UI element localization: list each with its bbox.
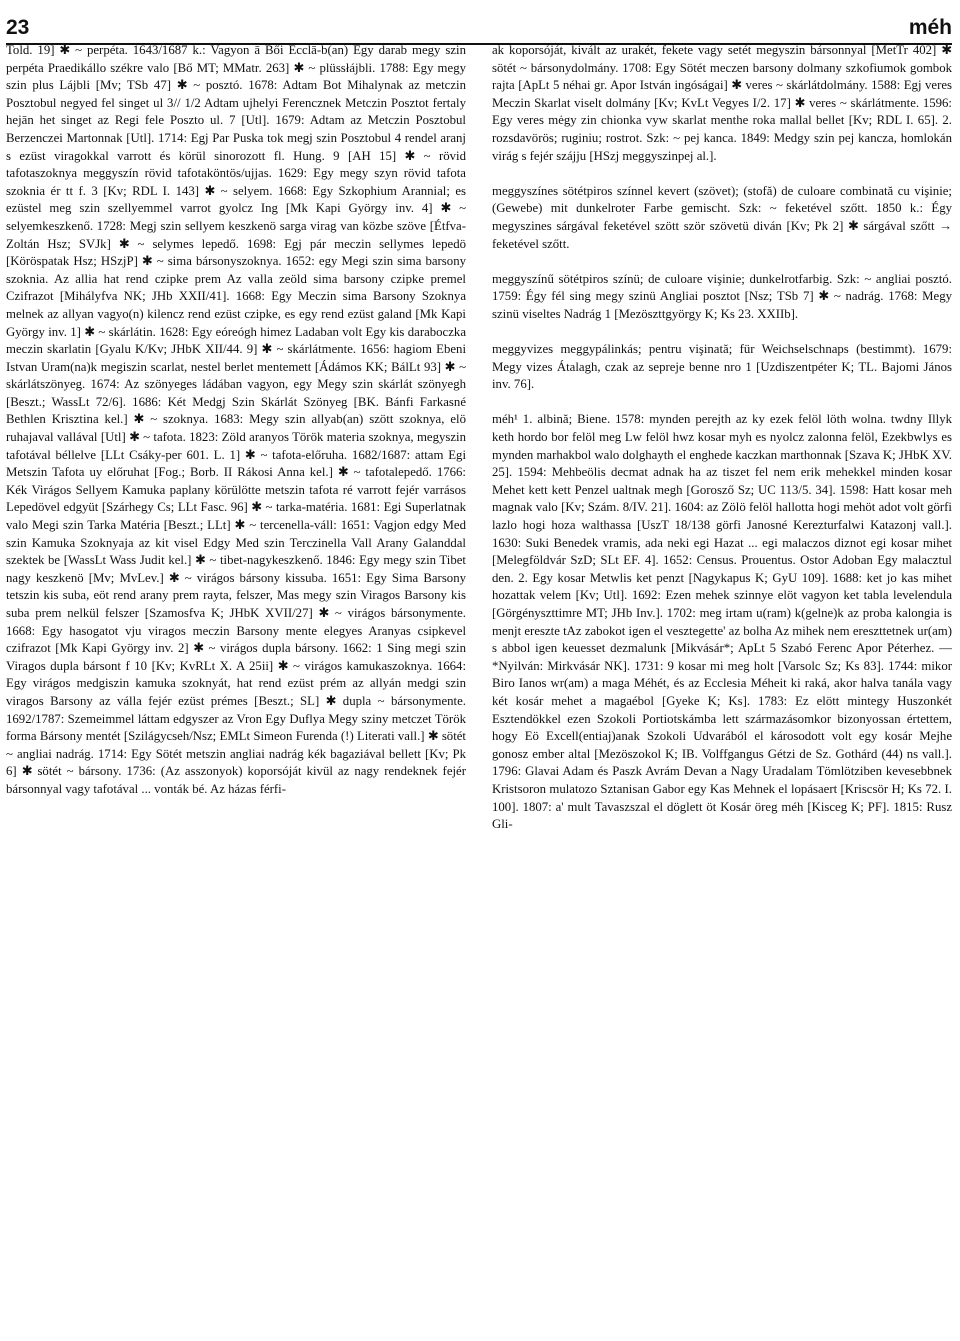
- left-column: [6, 42, 466, 1337]
- running-head-word: méh: [908, 16, 952, 39]
- entry-meggyszines: meggyszínes sötétpiros színnel kevert (szövet); (stofă) de culoare combinată cu vişinie; (Gewebe) mit dunkelroter Farbe gemischt. Szk: ~ feketével szőtt. 1850 k.: Égy megyszines sárgával feketével szött ször szövetü diván [Kv; Pk 2] ✱ sárgával szőtt → feketével szőtt.: [492, 183, 952, 251]
- entry-meggyszinu: meggyszínű sötétpiros színü; de culoare vişinie; dunkelrotfarbig. Szk: ~ angliai posztó. 1759: Égy fél sing megy szinü Angliai posztot [Nsz; TSb 7] ✱ ~ nadrág. 1768: Megy szinü viseltes Nadrág 1 [Mezöszttgyörgy K; Ks 23. XXIIb].: [492, 271, 952, 321]
- entry-paragraph: Told. 19] ✱ ~ perpéta. 1643/1687 k.: Vagyon ā Bői Ecclā-b(an) Egy darab megy szin perpéta Praedikállo székre valo [Bő MT; MMatr. 263] ✱ ~ plüssłájbli. 1788: Egy megy szin plus Lájbli [Mv; TSb 47] ✱ ~ posztó. 1678: Adtam Bot Mihalynak az metczin Posztobul negyed fel singet ul 3// 1/2 Adtam ujhelyi Ferencznek Metczin Posztot fertaly hejān het singet az Regi fele Poszto ul. 7 [Utl]. 1679: Adtam az Metczin Posztobul Berzenczei Martonnak [Utl]. 1714: Egj Par Puska tok megj szin Posztobul 4 rendel aranj s ezüst viragokkal varrott és körül sinorozott fl. Hung. 9 [AH 15] ✱ ~ rövid tafotaszoknya meggyszín rövid tafotaköntös/ujjas. 1629: Egy megy szyn rövid tafota szoknia ér tt f. 3 [Kv; RDL I. 143] ✱ ~ selyem. 1668: Egy Szkophium Arannial; es ezüstel meg szin szellyemmel varrot gyolcz Ing [Mk Kapi György inv. 4] ✱ ~ selyemkeszkenő. 1728: Megj szin sellyem keszkenö sarga virag van közbe szöve [Étfva-Zoltán Hsz; SVJk] ✱ ~ selymes lepedő. 1698: Egj pár meczin sellymes lepedö [Köröspatak Hsz; HSzjP] ✱ ~ sima bársonyszoknya. 1652: egy Megi szin sima barsony szoknia. Az allia hat rend czipke prem Az valla zeöld sima barsony czipke premel Czifrazot [Mihályfva NK; JHb XXII/41]. 1668: Egy Meczin sima Barsony Szoknya melnek az allyan vagyo(n) kilencz rend ezüst czipke, es egy rend ezüst galand [Mk Kapi György inv. 1] ✱ ~ skárlátin. 1628: Egy eóreógh himez Ladaban volt Egy kis daraboczka meczin skarlatin [Gyalu K/Kv; JHbK XII/44. 9] ✱ ~ skárlátmente. 1656: hagiom Ebeni Istvan Uram(na)k megiszin scarlat, nestel berlet mentemett [Ádámos KK; BálLt 93] ✱ ~ skárlátszönyeg. 1674: Az szönyeges ládában vagyon, egy Megy szin skárlát szönyegh [Beszt.; WassLt 72/6]. 1686: Két Medgj Szin Skárlát Szönyeg [BK. Bánfi Farkasné Bethlen Krisztina kel.] ✱ ~ szoknya. 1683: Megy szin allyab(an) szött szoknya, elö ruhajaval vallával [Utl] ✱ ~ tafota. 1823: Zöld aranyos Török materia szoknya, megyszin tafotával béllelve [LLt Csáky-per 601. L. 1] ✱ ~ tafota-előruha. 1682/1687: attam Egi Metszin Tafota uy előruhat [Fog.; Borb. II Rákosi Anna kel.] ✱ ~ tafotalepedő. 1766: Kék Virágos Sellyem Kamuka paplany körülötte metszin tafota ré varrott fejér varrásos Lepedövel edgyüt [Szárhegy Cs; LLt Fasc. 96] ✱ ~ tarka-matéria. 1681: Egi Superlatnak valo Megi szin Tarka Matéria [Beszt.; LLt] ✱ ~ tercenella-váll: 1651: Vagjon edgy Med szin Kamuka Szoknyaja az kit visel Edgy Med szin Terczinella Vall Arany Galanddal szektek be [WassLt Wass Judit kel.] ✱ ~ tibet-nagykeszkenő. 1846: Egy megy szin Tibet nagy keszkenö [Mv; MvLev.] ✱ ~ virágos bársony kissuba. 1651: Egy Sima Barsony tetszin kis suba, eöt rend arany prem rayta, felszer, Mas megy szin Viragos Barsony kis suba prem nelkül felszer [Szamosfva K; JHbK XVII/27] ✱ ~ virágos bársonymente. 1668: Egy hasogatot vju viragos meczin Barsony mente elegyes Aranyas csipkevel czifrazot [Mk Kapi György inv. 2] ✱ ~ virágos dupla bársony. 1662: 1 Sing megi szin Viragos dupla bársont f 10 [Kv; KvRLt X. A 25ii] ✱ ~ virágos kamukaszoknya. 1664: Egy virágos medgiszin kamuka szoknyát, hat rend ezüst prém az allyán medgi szin viragos Barsony az válla fejér ezüst prémes [Beszt.; SL] ✱ dupla ~ bársonymente. 1692/1787: Szemeimmel láttam edgyszer az Vron Egy Duflya Megy sziny metczet Török forma Bársony mentét [Szilágycseh/Nsz; EMLt Simeon Furenda (!) Literati vall.] ✱ sötét ~ angliai nadrág. 1714: Egy Sötét metszin angliai nadrág kék bagaziával bellett [Kv; Pk 6] ✱ sötét ~ bársony. 1736: (Az asszonyok) koporsóját kivül az nagy rendeknek fejér bársonnyal vagy tafotával ... vonták bé. Az házas férfi-: [6, 43, 466, 796]
- entry-meggyvizes: meggyvizes meggypálinkás; pentru vişinată; für Weichselschnaps (bestimmt). 1679: Megy vizes Átalagh, czak az sepreje benne nro 1 [Uzdiszentpéter K; TL. Bajomi János inv. 76].: [492, 342, 952, 392]
- page-number: 23: [6, 16, 30, 39]
- entry-meh: méh¹ 1. albină; Biene. 1578: mynden perejth az ky ezek felöl löth wolna. twdny Illyk keth hordo bor felöl meg Lw felöl hwz kosar myh es nyolcz zalonna felöl, Ezekbwlys es mynden marhakbol walo dolghayth el enghede kaczkan marthonnak [Szava K; JHbK XV. 25]. 1594: Mehbeölis decmat adnak ha az tiszet fel nem erik mehekkel minden kosar Mehet kett kett Penzel ualtnak megh [Gorosző Sz; UC 113/5. 34]. 1598: Hatt kosar meh magnak valo [Kv; Szám. 8/IV. 21]. 1604: az Zölö felöl hallotta hogi mehöt adot volt görfi lazlo hogi hoza walthassa [UszT 18/138 görfi Janosné Kerezturfalwi Katazonj vall.]. 1630: Suki Benedek vramis, ada neki egi Hazat ... egi malaczos diznot egi kosar mihet [Melegföldvár SzD; SLt EF. 4]. 1652: Census. Prouentus. Ostor Adoban Egy malacztul den. 2. Egy kosar Metwlis ket penzt [Nagykapus K; GyU 109]. 1688: ket jo kas mihet hozattak velem [Kv; Utl]. 1692: Ezen mehek szinnye elöt vagyon ket tabla levelendula [Görgényszttimre MT; JHb Inv.]. 1702: meg irtam u(ram) k(gelne)k az proba kalongia is menjt ereszte tAz zabokot igen el vesztegette' az bolha Az mihek nem ereszttetnek ur(am) s abbol igen keuesset dezmalunk [Mikvásár*; ApLt 5 Szabó Ferenc Apor Péterhez. — *Nyilván: Mirkvásár NK]. 1731: 9 kosar mi meg holt [Varsolc Sz; Ks 83]. 1744: mikor Biro Ianos wr(am) a maga Méhét, és az Ecclesia Méheit ki raká, akor halva tanála vagy két kosár mehet a magaébol [Gyeke K; Ks]. 1783: Ez elött mintegy Huszonkét Esztendökkel ezen Szokoli Portiotskámba lett származásomkor bizonyossan értettem, hogy Eö Excell(entiaj)anak Szokoli Udvarából el károsodott volt egy kosár Mejhe gonosz ember altal [Mezöszokol K; IB. Volffgangus Gétzi de Sz. Gothárd (44) ns vall.]. 1796: Glavai Adam és Paszk Avrám Devan a Nagy Uradalam Tömlötziben kevesebbnek Kristsoron mulatozo Sztanisan Gabor egy Kas Mehnek el lopásaert [Kriscsör H; Ks 72. I. 100]. 1807: a' mult Tavaszszal el döglett öt Kosár öreg méh [Kisceg K; PF]. 1815: Rusz Gli-: [492, 412, 952, 832]
- running-header: [6, 4, 952, 45]
- entry-paragraph: ak koporsóját, kivált az urakét, fekete vagy setét megyszin bársonnyal [MetTr 402] ✱ sötét ~ bársonydolmány. 1708: Egy Sötét meczen barsony dolmany szkofiumok gombok rajta [ApLt 5 néhai gr. Apor István ingóságai] ✱ veres ~ skárlátdolmány. 1588: Egj veres Meczin Skarlat viselt dolmány [Kv; KvLt Vegyes I/2. 17] ✱ veres ~ skárlátmente. 1596: Egy veres mėgy zin chionka vyw skarlat menthe roka mallal bellet [Kv; RDL I. 65]. 2. rozsdavörös; ruginiu; rostrot. Szk: ~ pej kanca. 1849: Medgy szin pej kancza, homlokán virág s fejér szájju [HSzj meggyszinpej al.].: [492, 43, 952, 163]
- right-column: [492, 42, 952, 1337]
